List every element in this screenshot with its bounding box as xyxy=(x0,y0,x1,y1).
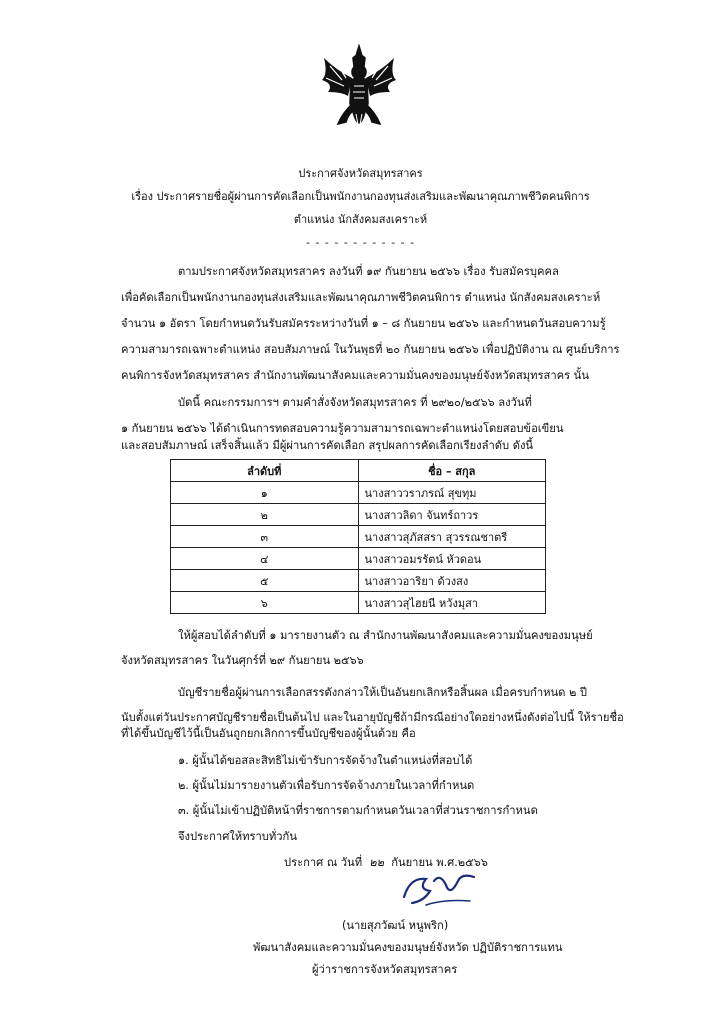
date-day: ๒๒ xyxy=(369,856,385,869)
name-cell: นางสาวลิดา จันทร์ถาวร xyxy=(358,504,546,526)
para4-line: นับตั้งแต่วันประกาศบัญชีรายชื่อเป็นต้นไป และในอายุบัญชีถ้ามีกรณีอย่างใดอย่างหนึ่งดังต่อไปนี้ ให้รายชื่อ xyxy=(121,711,624,724)
table-row xyxy=(171,592,546,614)
signatory-subtitle: ผู้ว่าราชการจังหวัดสมุทรสาคร xyxy=(312,963,458,976)
header-divider: - - - - - - - - - - - - xyxy=(305,236,416,249)
name-cell: นางสาวอาริยา ด้วงสง xyxy=(358,570,546,592)
table-row xyxy=(171,482,546,504)
condition-item: ๒. ผู้นั้นไม่มารายงานตัวเพื่อรับการจัดจ้างภายในเวลาที่กำหนด xyxy=(178,779,475,792)
table-row xyxy=(171,548,546,570)
rank-cell: ๕ xyxy=(171,570,359,592)
column-header-name: ชื่อ – สกุล xyxy=(358,460,546,482)
para1-line: ตามประกาศจังหวัดสมุทรสาคร ลงวันที่ ๑๙ กันยายน ๒๕๖๖ เรื่อง รับสมัครบุคคล xyxy=(178,265,559,278)
date-suffix: กันยายน พ.ศ.๒๕๖๖ xyxy=(391,856,488,869)
para1-line: จำนวน ๑ อัตรา โดยกำหนดวันรับสมัครระหว่างวันที่ ๑ – ๘ กันยายน ๒๕๖๖ และกำหนดวันสอบความรู้ xyxy=(121,317,606,330)
name-cell: นางสาวสุไฮยนี หวังมุสา xyxy=(358,592,546,614)
date-prefix: ประกาศ ณ วันที่ xyxy=(284,856,363,869)
notice-subject: เรื่อง ประกาศรายชื่อผู้ผ่านการคัดเลือกเป็นพนักงานกองทุนส่งเสริมและพัฒนาคุณภาพชีวิตคนพิการ xyxy=(131,190,590,203)
rank-cell: ๖ xyxy=(171,592,359,614)
para2-line: และสอบสัมภาษณ์ เสร็จสิ้นแล้ว มีผู้ผ่านการคัดเลือก สรุปผลการคัดเลือกเรียงลำดับ ดังนี้ xyxy=(121,439,534,452)
name-cell: นางสาวสุภัสสรา สุวรรณชาตรี xyxy=(358,526,546,548)
para1-line: คนพิการจังหวัดสมุทรสาคร สำนักงานพัฒนาสังคมและความมั่นคงของมนุษย์จังหวัดสมุทรสาคร นั้น xyxy=(121,369,589,382)
para2-line: ๑ กันยายน ๒๕๖๖ ได้ดำเนินการทดสอบความรู้ความสามารถเฉพาะตำแหน่งโดยสอบข้อเขียน xyxy=(121,422,564,435)
table-row xyxy=(171,570,546,592)
notice-org: ประกาศจังหวัดสมุทรสาคร xyxy=(298,167,423,180)
signatory-name: (นายสุภวัฒน์ หนูพริก) xyxy=(342,919,449,932)
para3-line: จังหวัดสมุทรสาคร ในวันศุกร์ที่ ๒๙ กันยายน ๒๕๖๖ xyxy=(121,654,364,667)
para4-line: บัญชีรายชื่อผู้ผ่านการเลือกสรรดังกล่าวให้เป็นอันยกเลิกหรือสิ้นผล เมื่อครบกำหนด ๒ ปี xyxy=(178,686,587,699)
para3-line: ให้ผู้สอบได้ลำดับที่ ๑ มารายงานตัว ณ สำนักงานพัฒนาสังคมและความมั่นคงของมนุษย์ xyxy=(178,629,593,642)
signature-icon xyxy=(400,867,480,911)
garuda-emblem-icon xyxy=(318,44,400,140)
condition-item: ๑. ผู้นั้นได้ขอสละสิทธิไม่เข้ารับการจัดจ้างในตำแหน่งที่สอบได้ xyxy=(178,754,473,767)
table-row xyxy=(171,504,546,526)
signatory-title: พัฒนาสังคมและความมั่นคงของมนุษย์จังหวัด ปฏิบัติราชการแทน xyxy=(253,941,563,954)
rank-cell: ๒ xyxy=(171,504,359,526)
para4-line: ที่ได้ขึ้นบัญชีไว้นี้เป็นอันถูกยกเลิกการขึ้นบัญชีของผู้นั้นด้วย คือ xyxy=(121,727,416,740)
closing-line: จึงประกาศให้ทราบทั่วกัน xyxy=(178,830,297,843)
table-row xyxy=(171,526,546,548)
para1-line: เพื่อคัดเลือกเป็นพนักงานกองทุนส่งเสริมและพัฒนาคุณภาพชีวิตคนพิการ ตำแหน่ง นักสังคมสงเคราะห์ xyxy=(121,291,601,304)
table-header-row xyxy=(171,460,546,482)
name-cell: นางสาวอมรรัตน์ หัวดอน xyxy=(358,548,546,570)
results-table xyxy=(170,459,546,614)
rank-cell: ๑ xyxy=(171,482,359,504)
column-header-rank: ลำดับที่ xyxy=(171,460,359,482)
name-cell: นางสาววราภรณ์ สุขทุม xyxy=(358,482,546,504)
condition-item: ๓. ผู้นั้นไม่เข้าปฏิบัติหน้าที่ราชการตามกำหนดวันเวลาที่ส่วนราชการกำหนด xyxy=(178,804,538,817)
rank-cell: ๓ xyxy=(171,526,359,548)
rank-cell: ๔ xyxy=(171,548,359,570)
notice-position: ตำแหน่ง นักสังคมสงเคราะห์ xyxy=(293,213,428,226)
para2-line: บัดนี้ คณะกรรมการฯ ตามคำสั่งจังหวัดสมุทรสาคร ที่ ๒๙๒๐/๒๕๖๖ ลงวันที่ xyxy=(178,396,532,409)
para1-line: ความสามารถเฉพาะตำแหน่ง สอบสัมภาษณ์ ในวันพุธที่ ๒๐ กันยายน ๒๕๖๖ เพื่อปฏิบัติงาน ณ ศูนย์บริการ xyxy=(121,343,620,356)
